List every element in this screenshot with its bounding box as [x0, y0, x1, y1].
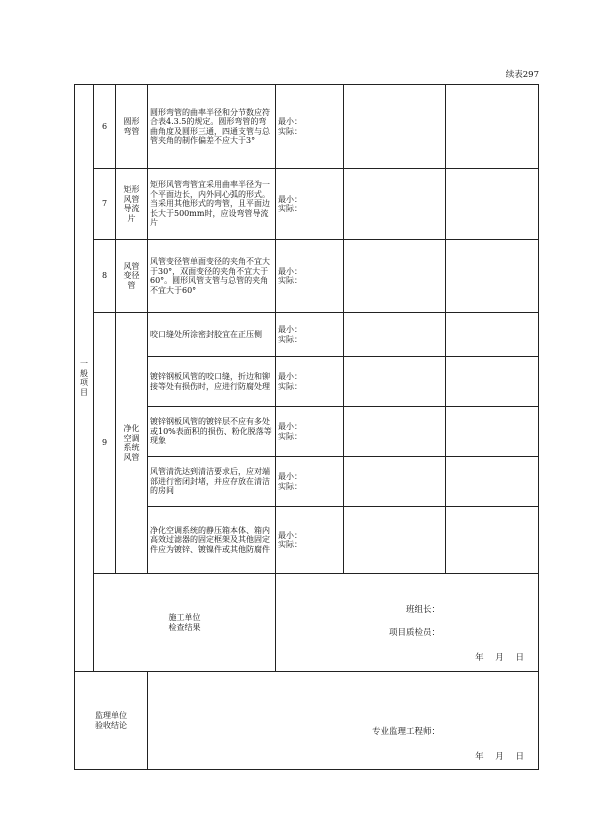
- row-number: 7: [94, 169, 116, 240]
- row-description: 矩形风管弯管宜采用曲率半径为一个平面边长，内外同心弧的形式。当采用其他形式的弯管，且平面边长大于500mm时，应设弯管导流片: [148, 169, 276, 240]
- inspection-table: [74, 84, 539, 770]
- supervision-date-label: 年 月 日: [475, 752, 524, 762]
- row-description: 咬口缝处所涂密封胶宜在正压侧: [148, 313, 276, 357]
- table-row: [75, 240, 539, 313]
- row-number: 6: [94, 85, 116, 169]
- result-cell[interactable]: [344, 407, 446, 457]
- row-item-name: 圆形 弯管: [116, 85, 148, 169]
- quality-inspector-label: 项目质检员：: [388, 628, 440, 638]
- page-label: 续表297: [505, 70, 539, 80]
- row-description: 镀锌钢板风管的镀锌层不应有多处或10%表面积的损伤、粉化脱落等现象: [148, 407, 276, 457]
- result-cell[interactable]: [446, 169, 539, 240]
- result-cell[interactable]: [344, 85, 446, 169]
- table-row: [75, 169, 539, 240]
- row-description: 镀锌钢板风管的咬口缝，折边和铆接等处有损伤时，应进行防腐处理: [148, 357, 276, 407]
- result-cell[interactable]: [344, 357, 446, 407]
- construction-unit-label: 施工单位 检查结果: [94, 574, 276, 672]
- measurement-cell: 最小： 实际：: [276, 507, 344, 574]
- supervision-result-area[interactable]: [148, 672, 539, 770]
- row-number: 9: [94, 313, 116, 574]
- row-item-name: 矩形 风管 导流 片: [116, 169, 148, 240]
- table-row: [75, 313, 539, 357]
- measurement-cell: 最小： 实际：: [276, 357, 344, 407]
- row-description: 净化空调系统的静压箱本体、箱内高效过滤器的固定框架及其他固定件应为镀锌、镀镍件或其他防腐件: [148, 507, 276, 574]
- construction-result-area[interactable]: [276, 574, 539, 672]
- result-cell[interactable]: [446, 407, 539, 457]
- category-cell: 一 般 项 目: [75, 85, 94, 672]
- measurement-cell: 最小： 实际：: [276, 457, 344, 507]
- result-cell[interactable]: [446, 313, 539, 357]
- result-cell[interactable]: [446, 357, 539, 407]
- result-cell[interactable]: [446, 240, 539, 313]
- row-item-name: 净化 空调 系统 风管: [116, 313, 148, 574]
- result-cell[interactable]: [344, 507, 446, 574]
- table-row: [75, 85, 539, 169]
- supervision-unit-label: 监理单位 验收结论: [75, 672, 148, 770]
- measurement-cell: 最小： 实际：: [276, 240, 344, 313]
- result-cell[interactable]: [446, 85, 539, 169]
- row-number: 8: [94, 240, 116, 313]
- construction-date-label: 年 月 日: [475, 653, 524, 663]
- measurement-cell: 最小： 实际：: [276, 85, 344, 169]
- row-item-name: 风管 变径 管: [116, 240, 148, 313]
- row-description: 风管清洗达到清洁要求后，应对端部进行密闭封堵，并应存放在清洁的房间: [148, 457, 276, 507]
- row-description: 圆形弯管的曲率半径和分节数应符合表4.3.5的规定。圆形弯管的弯曲角度及圆形三通，四通支管与总管夹角的制作偏差不应大于3°: [148, 85, 276, 169]
- result-cell[interactable]: [344, 169, 446, 240]
- measurement-cell: 最小： 实际：: [276, 407, 344, 457]
- measurement-cell: 最小： 实际：: [276, 169, 344, 240]
- team-leader-label: 班组长：: [405, 605, 440, 615]
- result-cell[interactable]: [344, 457, 446, 507]
- construction-result-row: [75, 574, 539, 672]
- result-cell[interactable]: [344, 313, 446, 357]
- row-description: 风管变径管单面变径的夹角不宜大于30°，双面变径的夹角不宜大于60°。圆形风管支管与总管的夹角不宜大于60°: [148, 240, 276, 313]
- measurement-cell: 最小： 实际：: [276, 313, 344, 357]
- supervising-engineer-label: 专业监理工程师：: [371, 727, 440, 737]
- result-cell[interactable]: [344, 240, 446, 313]
- supervision-result-row: [75, 672, 539, 770]
- result-cell[interactable]: [446, 507, 539, 574]
- result-cell[interactable]: [446, 457, 539, 507]
